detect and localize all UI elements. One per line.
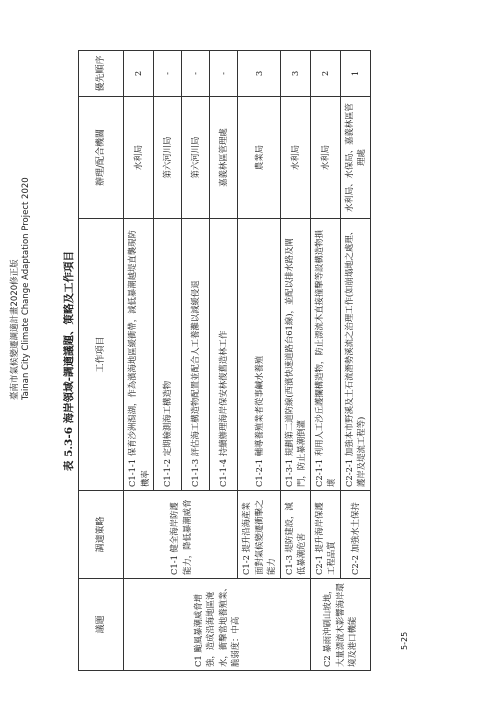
strategy-cell: C1-1 健全海岸防護能力，降低暴潮威脅 <box>124 491 238 579</box>
agency-cell: 水利局、水保局、嘉義林區管理處 <box>340 97 370 219</box>
item-cell: C1-1-2 定期檢測海工構造物 <box>154 219 182 491</box>
issue-cell: C2 暴雨沖刷山坡地，大量漂流木影響海岸環境及港口機能 <box>310 579 370 671</box>
item-cell: C1-1-4 持續辦理海岸保安林復舊造林工作 <box>210 219 238 491</box>
table-row <box>238 51 281 671</box>
col-item: 工作項目 <box>79 219 124 491</box>
item-cell: C2-1-1 利用人工沙丘護攔構造物，防止漂流木直接撞擊等設構造物損壞 <box>310 219 340 491</box>
priority-cell: - <box>182 51 210 97</box>
col-issue: 議題 <box>79 579 124 671</box>
table-row <box>280 51 310 671</box>
priority-cell: 3 <box>280 51 310 97</box>
col-agency: 辦理/配合機關 <box>79 97 124 219</box>
agency-cell: 第六河川局 <box>182 97 210 219</box>
page-number: 5-25 <box>400 631 409 650</box>
item-cell: C2-2-1 加強本市野溪及土石流潛勢溪流之治理工作(如崩塌地之處理、護岸及堤流工程等) <box>340 219 370 491</box>
agency-cell: 農業局 <box>238 97 281 219</box>
strategy-cell: C1-2 提升沿海產業面對氣候變遷衝擊之能力 <box>238 491 281 579</box>
agency-cell: 嘉義林區管理處 <box>210 97 238 219</box>
priority-cell: 2 <box>310 51 340 97</box>
item-cell: C1-3-1 規劃第二道防線(西濱快速道路台61線)，並配以排水路及閘門，防止暴潮倒灌 <box>280 219 310 491</box>
priority-cell: 2 <box>124 51 154 97</box>
priority-cell: - <box>154 51 182 97</box>
strategy-cell: C1-3 堤防建設，減低暴潮危害 <box>280 491 310 579</box>
table-header-row <box>79 51 124 671</box>
rotated-table-container <box>60 51 480 671</box>
col-strategy: 調適策略 <box>79 491 124 579</box>
strategy-cell: C2-1 提升海岸保護工程品質 <box>310 491 340 579</box>
agency-cell: 水利局 <box>310 97 340 219</box>
header-title-zh: 臺南市氣候變遷調適計畫2020修正版 <box>10 259 20 400</box>
adaptation-table <box>78 50 371 671</box>
agency-cell: 水利局 <box>124 97 154 219</box>
table-row <box>310 51 340 671</box>
col-priority: 優先順序 <box>79 51 124 97</box>
agency-cell: 水利局 <box>280 97 310 219</box>
table-row <box>124 51 154 671</box>
item-cell: C1-2-1 輔導養殖業者從事鹹水養殖 <box>238 219 281 491</box>
item-cell: C1-1-3 評估海工構造物配置並配合人工養灘以減緩侵退 <box>182 219 210 491</box>
running-header <box>10 80 32 400</box>
table-row <box>340 51 370 671</box>
table-caption: 表 5.3-6 海岸領域-調適議題、策略及工作項目 <box>63 250 75 472</box>
item-cell: C1-1-1 保育沙洲潟湖，作為濱海地區緩衝帶，減低暴潮越堤直襲現防機率 <box>124 219 154 491</box>
issue-cell: C1 颱風暴潮威脅增強，造成沿海地區淹水，衝擊當地養殖業、脆弱度：中高 <box>124 579 311 671</box>
priority-cell: 1 <box>340 51 370 97</box>
priority-cell: - <box>210 51 238 97</box>
agency-cell: 第六河川局 <box>154 97 182 219</box>
strategy-cell: C2-2 加強水土保持 <box>340 491 370 579</box>
priority-cell: 3 <box>238 51 281 97</box>
header-title-en: Tainan City Climate Change Adaptation Project 2020 <box>21 177 31 400</box>
